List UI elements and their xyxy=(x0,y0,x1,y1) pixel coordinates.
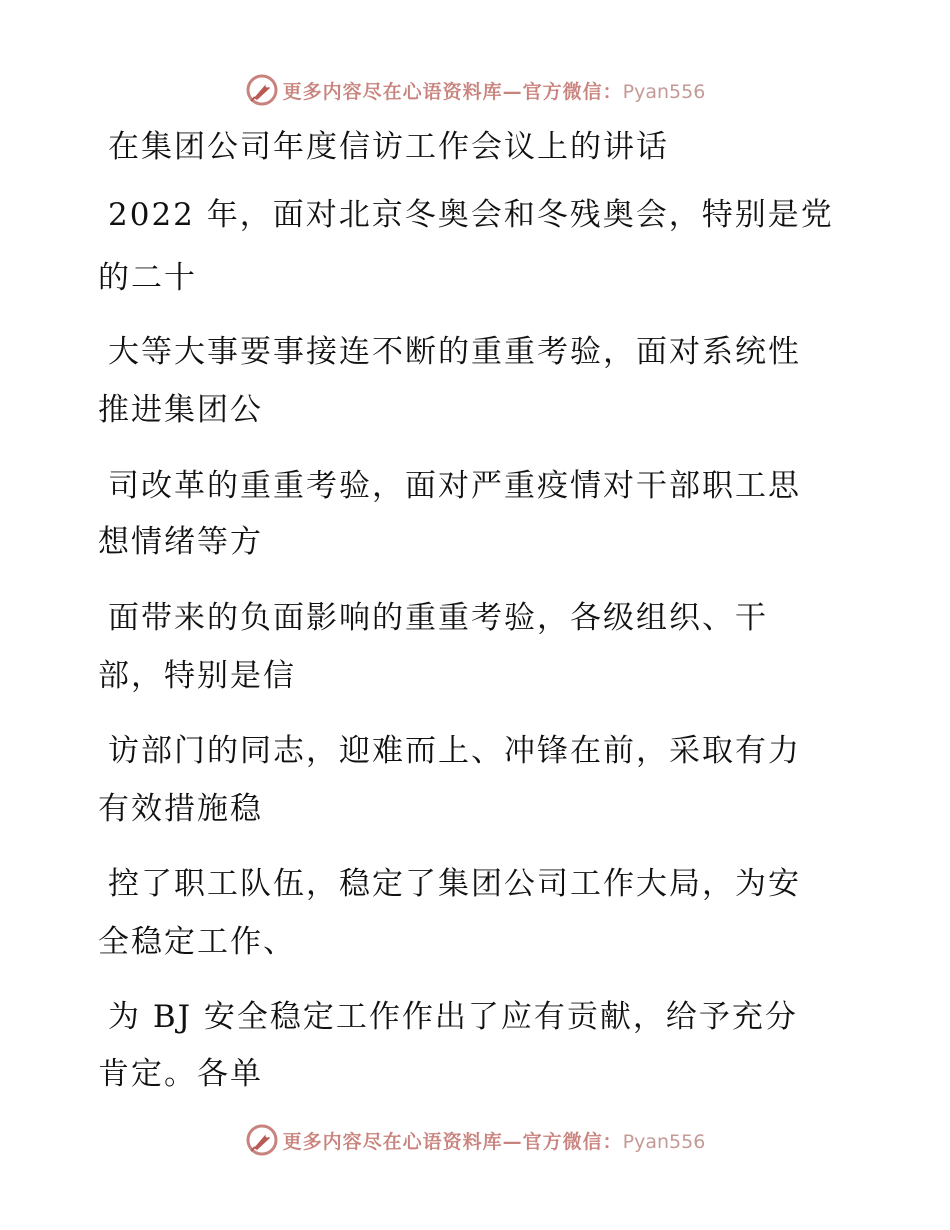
body-line: 推进集团公 xyxy=(98,392,263,428)
body-line: 有效措施稳 xyxy=(98,791,263,827)
body-line: 2022 年，面对北京冬奥会和冬残奥会，特别是党 xyxy=(108,197,834,233)
body-line: 肯定。各单 xyxy=(98,1056,263,1092)
body-line: 的二十 xyxy=(98,260,197,296)
body-line: 部，特别是信 xyxy=(98,658,296,694)
banner-contact: Pyan556 xyxy=(622,1130,706,1153)
document-title: 在集团公司年度信访工作会议上的讲话 xyxy=(108,129,669,165)
banner-text: 更多内容尽在心语资料库—官方微信：Pyan556 xyxy=(282,1130,706,1153)
pen-nib-logo-icon xyxy=(245,73,279,107)
body-line: 为 BJ 安全稳定工作作出了应有贡献，给予充分 xyxy=(108,999,798,1035)
body-line: 全稳定工作、 xyxy=(98,924,296,960)
banner-contact: Pyan556 xyxy=(622,80,706,103)
footer-banner xyxy=(0,1120,950,1160)
body-line: 司改革的重重考验，面对严重疫情对干部职工思 xyxy=(108,468,801,504)
body-line: 大等大事要事接连不断的重重考验，面对系统性 xyxy=(108,334,801,370)
pen-nib-logo-icon xyxy=(245,1123,279,1157)
header-banner xyxy=(0,70,950,110)
body-line: 控了职工队伍，稳定了集团公司工作大局，为安 xyxy=(108,866,801,902)
banner-text: 更多内容尽在心语资料库—官方微信：Pyan556 xyxy=(282,80,706,103)
body-line: 面带来的负面影响的重重考验，各级组织、干 xyxy=(108,600,768,636)
body-line: 访部门的同志，迎难而上、冲锋在前，采取有力 xyxy=(108,733,801,769)
body-line: 想情绪等方 xyxy=(98,524,263,560)
